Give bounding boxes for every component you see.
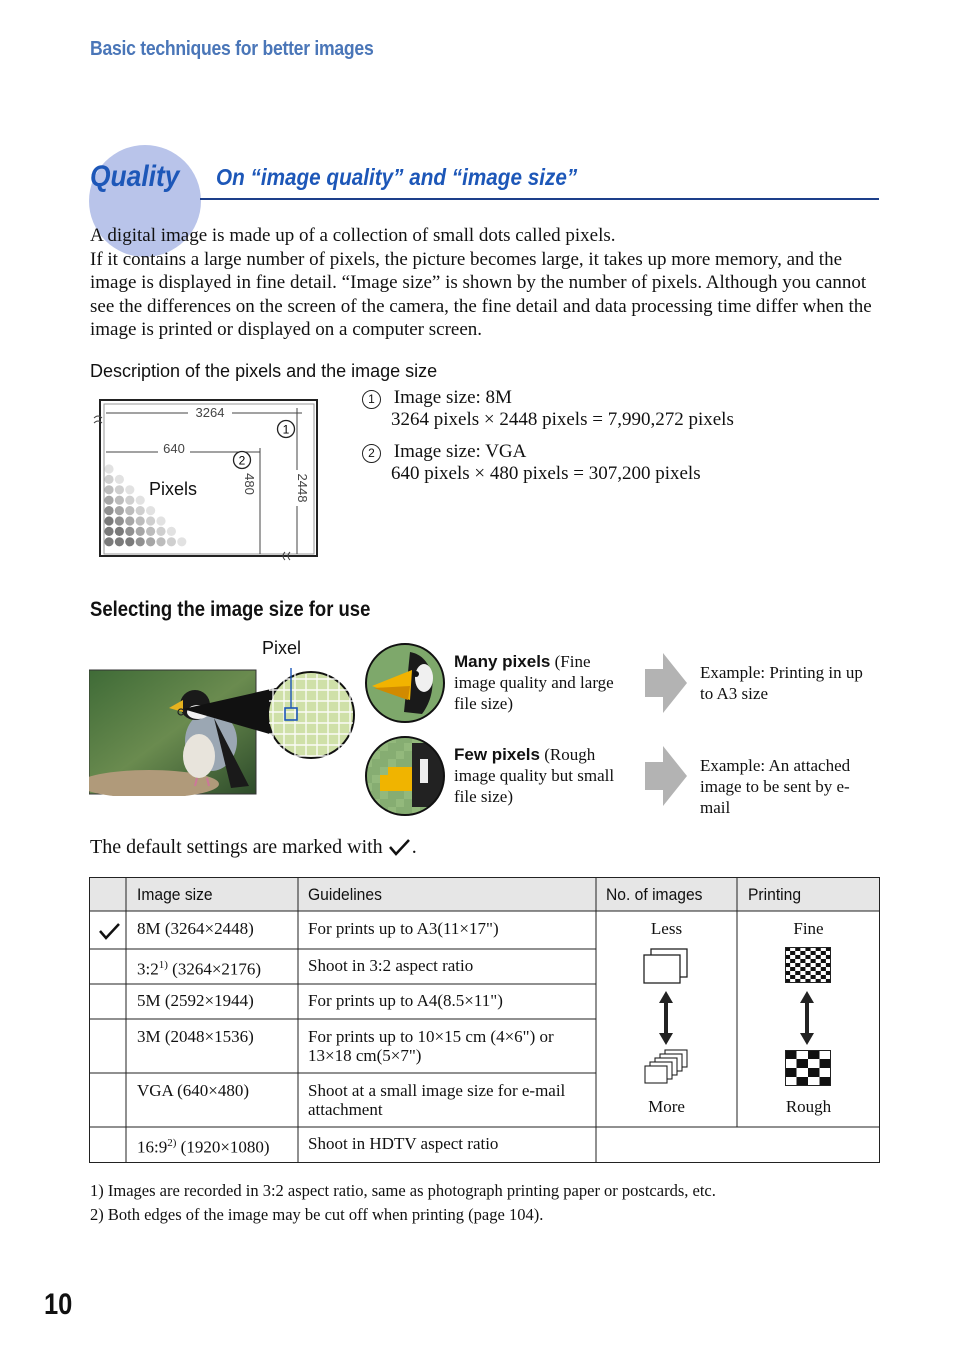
example-few-pixels: Example: An attached image to be sent by e-mail — [700, 756, 851, 817]
many-pixels-bird-icon — [364, 642, 446, 724]
intro-paragraph-1: A digital image is made up of a collection of small dots called pixels. — [90, 225, 616, 246]
few-pixels-label: Few pixels — [454, 745, 540, 764]
single-image-icon — [641, 947, 691, 985]
checkmark-icon — [388, 837, 412, 857]
legend-1-line1: Image size: 8M — [393, 387, 512, 408]
default-settings-note — [90, 836, 417, 859]
few-pixels-detail: (Rough image quality but small file size) — [454, 745, 615, 806]
row-6-size — [137, 1134, 270, 1157]
intro-paragraph-2: If it contains a large number of pixels, the picture becomes large, it takes up more memory, and the image is displayed in fine detail. “Image size” is shown by the number of pixels. Although you cannot see the differences on the screen of the camera, the fine detail and data processing time differ when the image is printed or displayed on a computer screen. — [90, 248, 872, 340]
double-arrow-vertical-icon — [658, 991, 674, 1045]
legend-number-2: 2 — [362, 444, 381, 463]
double-arrow-vertical-icon — [799, 991, 815, 1045]
section-subtitle: On “image quality” and “image size” — [216, 164, 578, 190]
inner-height-label: 480 — [242, 473, 257, 495]
pixels-label: Pixels — [149, 479, 198, 499]
row-6-size-ratio: 16:9 — [137, 1137, 168, 1157]
row-4-guidelines: For prints up to 10×15 cm (4×6") or 13×18 cm(5×7") — [308, 1027, 554, 1065]
example-many-pixels: Example: Printing in up to A3 size — [700, 663, 863, 703]
subsection-heading: Selecting the image size for use — [90, 598, 371, 621]
row-5-guidelines: Shoot at a small image size for e-mail attachment — [308, 1081, 566, 1119]
footnote-2: 2) Both edges of the image may be cut off when printing (page 104). — [90, 1205, 544, 1224]
section-title: Quality — [90, 160, 180, 193]
images-more-label: More — [648, 1097, 685, 1116]
running-header: Basic techniques for better images — [90, 38, 374, 60]
legend-1-line2: 3264 pixels × 2448 pixels = 7,990,272 pixels — [391, 409, 734, 430]
row-5-size: VGA (640×480) — [137, 1081, 250, 1100]
images-less-label: Less — [650, 919, 683, 938]
column-header-guidelines: Guidelines — [308, 885, 382, 904]
footnote-1: 1) Images are recorded in 3:2 aspect ratio, same as photograph printing paper or postcards, etc. — [90, 1181, 716, 1200]
row-6-guidelines: Shoot in HDTV aspect ratio — [308, 1134, 499, 1153]
section-rule — [200, 198, 879, 200]
many-pixels-label: Many pixels — [454, 652, 551, 671]
rough-checker-icon — [785, 1050, 831, 1086]
inner-width-label: 640 — [163, 441, 185, 456]
print-fine-label: Fine — [793, 919, 824, 938]
column-header-no-of-images: No. of images — [606, 885, 703, 904]
row-2-footnote-ref: 1) — [158, 959, 168, 971]
default-note-text: The default settings are marked with — [90, 836, 383, 858]
legend-item-1 — [362, 387, 734, 431]
row-2-size — [137, 956, 261, 979]
page-number: 10 — [44, 1288, 73, 1321]
row-3-guidelines: For prints up to A4(8.5×11") — [308, 991, 503, 1010]
default-checkmark-icon — [98, 921, 122, 941]
arrow-right-icon — [645, 653, 687, 713]
many-pixels-description — [454, 651, 624, 714]
row-2-guidelines: Shoot in 3:2 aspect ratio — [308, 956, 474, 975]
row-1-guidelines: For prints up to A3(11×17") — [308, 919, 499, 938]
outer-height-label: 2448 — [295, 473, 310, 503]
pixel-size-diagram — [92, 396, 322, 564]
default-note-end: . — [411, 836, 417, 858]
few-pixels-bird-icon — [364, 735, 446, 817]
outer-width-label: 3264 — [195, 405, 225, 420]
bird-photo-illustration — [89, 668, 357, 796]
row-2-size-ratio: 3:2 — [137, 959, 159, 979]
row-6-size-dimensions: (1920×1080) — [176, 1137, 270, 1157]
image-size-table — [89, 877, 880, 1163]
diagram-caption: Description of the pixels and the image size — [90, 361, 438, 381]
intro-text — [90, 224, 880, 342]
few-pixels-description — [454, 744, 624, 807]
legend-2-line2: 640 pixels × 480 pixels = 307,200 pixels — [391, 463, 701, 484]
column-header-printing: Printing — [748, 885, 802, 904]
marker-2: 2 — [238, 453, 246, 468]
marker-1: 1 — [282, 422, 290, 437]
print-rough-label: Rough — [785, 1097, 832, 1116]
row-3-size: 5M (2592×1944) — [137, 991, 254, 1010]
legend-2-line1: Image size: VGA — [393, 441, 527, 462]
row-1-size: 8M (3264×2448) — [137, 919, 254, 938]
legend-number-1: 1 — [362, 390, 381, 409]
row-2-size-dimensions: (3264×2176) — [167, 959, 262, 979]
row-6-footnote-ref: 2) — [167, 1137, 177, 1149]
column-header-image-size: Image size — [137, 885, 213, 904]
fine-checker-icon — [785, 947, 831, 983]
arrow-right-icon — [645, 746, 687, 806]
multiple-images-icon — [641, 1048, 691, 1088]
row-4-size: 3M (2048×1536) — [137, 1027, 254, 1046]
legend-item-2 — [362, 441, 701, 485]
pixel-callout-label: Pixel — [262, 638, 302, 658]
many-pixels-detail: (Fine image quality and large file size) — [454, 652, 614, 713]
